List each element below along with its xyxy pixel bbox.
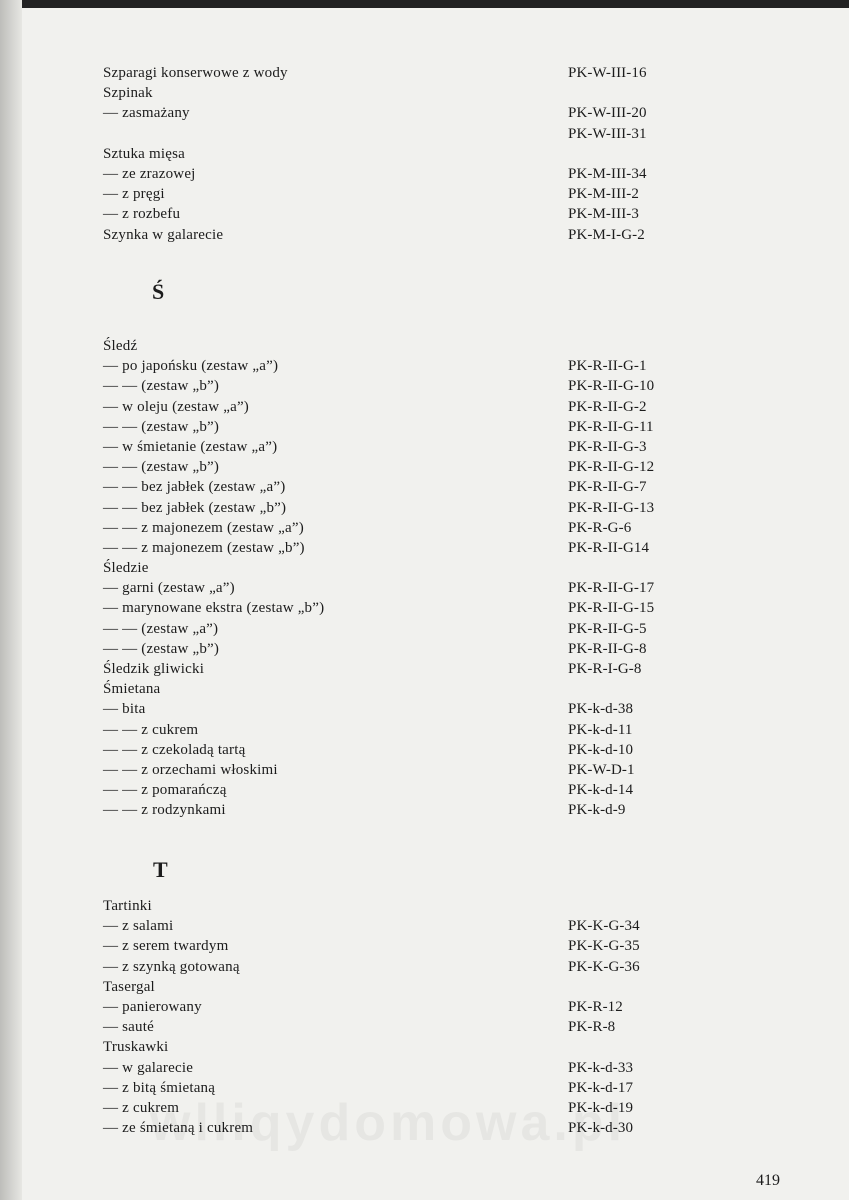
entry-code: PK-R-8 <box>568 1019 616 1036</box>
watermark <box>150 1093 626 1153</box>
entry-code: PK-R-II-G-7 <box>568 479 647 496</box>
index-entry <box>103 437 723 457</box>
index-entry <box>103 997 723 1017</box>
index-entry <box>103 538 723 558</box>
entry-name: — garni (zestaw „a”) <box>103 580 235 597</box>
entry-code: PK-R-II-G-13 <box>568 499 655 516</box>
index-entry <box>103 578 723 598</box>
entry-name: — — (zestaw „b”) <box>103 378 220 395</box>
entry-name: — z szynką gotowaną <box>103 958 240 975</box>
page-number: 419 <box>756 1172 780 1189</box>
entry-name: Szynka w galarecie <box>103 226 224 243</box>
entry-name: Truskawki <box>103 1039 169 1056</box>
index-entry <box>103 417 723 437</box>
index-entry <box>103 936 723 956</box>
index-entry <box>103 558 723 578</box>
entry-code: PK-M-III-34 <box>568 165 647 182</box>
entry-code: PK-M-III-2 <box>568 186 639 203</box>
entry-name: Tartinki <box>103 898 152 914</box>
entry-code: PK-W-III-20 <box>568 105 647 122</box>
entry-code: PK-K-G-36 <box>568 958 640 975</box>
entry-code: PK-W-III-31 <box>568 125 647 142</box>
entry-code: PK-R-II-G-3 <box>568 438 647 455</box>
entry-code: PK-R-12 <box>568 998 623 1015</box>
entry-name: — — (zestaw „b”) <box>103 459 220 476</box>
entry-code: PK-k-d-11 <box>568 721 633 738</box>
index-entry <box>103 356 723 376</box>
entry-code: PK-R-II-G-8 <box>568 640 647 657</box>
entry-code: PK-W-D-1 <box>568 761 635 778</box>
entry-name: — sauté <box>103 1019 154 1036</box>
entry-code: PK-R-II-G-2 <box>568 398 647 415</box>
entry-code: PK-W-III-16 <box>568 65 647 81</box>
entry-code: PK-k-d-10 <box>568 741 634 758</box>
entry-name: — — z orzechami włoskimi <box>103 761 278 778</box>
entry-name: Tasergal <box>103 978 155 995</box>
entry-name: — zasmażany <box>103 105 190 122</box>
index-entry <box>103 740 723 760</box>
index-entry <box>103 639 723 659</box>
index-entry <box>103 225 723 245</box>
entry-name: — w śmietanie (zestaw „a”) <box>103 438 278 455</box>
entry-name: Śledzik gliwicki <box>103 661 205 677</box>
entry-name: Szparagi konserwowe z wody <box>103 65 288 81</box>
index-entry <box>103 204 723 224</box>
entry-code: PK-k-d-9 <box>568 802 626 819</box>
entry-name: — ze zrazowej <box>103 165 196 182</box>
entry-name: — — (zestaw „a”) <box>103 620 219 637</box>
index-entry <box>103 397 723 417</box>
entry-code: PK-R-II-G14 <box>568 539 650 556</box>
entry-name: — z serem twardym <box>103 938 229 955</box>
entry-code: PK-k-d-30 <box>568 1120 634 1137</box>
index-entry <box>103 977 723 997</box>
entry-name: — bita <box>103 701 146 718</box>
entry-name: Śmietana <box>103 681 161 698</box>
index-entry <box>103 760 723 780</box>
entry-name: — — bez jabłek (zestaw „a”) <box>103 479 286 496</box>
index-entry <box>103 1058 723 1078</box>
entry-code: PK-M-I-G-2 <box>568 226 645 243</box>
index-entry <box>103 518 723 538</box>
scan-top-edge <box>0 0 849 8</box>
entry-name: — — z majonezem (zestaw „a”) <box>103 519 304 536</box>
entry-name: — z cukrem <box>103 1099 180 1116</box>
index-entry <box>103 498 723 518</box>
entry-name: — z rozbefu <box>103 206 181 223</box>
entry-code: PK-k-d-14 <box>568 782 634 799</box>
entry-code: PK-k-d-33 <box>568 1059 634 1076</box>
entry-name: — z pręgi <box>103 186 165 203</box>
entry-name: — z bitą śmietaną <box>103 1079 216 1096</box>
section-letter-s-acute: Ś <box>152 279 165 304</box>
entry-code: PK-R-II-G-12 <box>568 459 655 476</box>
entry-name: — w galarecie <box>103 1059 194 1076</box>
index-entry <box>103 800 723 820</box>
index-entry <box>103 720 723 740</box>
entry-name: — — z czekoladą tartą <box>103 741 246 758</box>
index-entry <box>103 957 723 977</box>
entry-code: PK-R-G-6 <box>568 519 632 536</box>
entry-code: PK-K-G-34 <box>568 918 640 935</box>
index-entry <box>103 164 723 184</box>
index-section-s-acute <box>103 336 723 821</box>
entry-code: PK-R-II-G-17 <box>568 580 655 597</box>
index-entry <box>103 679 723 699</box>
entry-code: PK-k-d-38 <box>568 701 634 718</box>
entry-name: Sztuka mięsa <box>103 145 185 162</box>
index-entry <box>103 619 723 639</box>
entry-code: PK-R-II-G-5 <box>568 620 647 637</box>
entry-name: — panierowany <box>103 998 202 1015</box>
index-entry <box>103 598 723 618</box>
entry-name: — — (zestaw „b”) <box>103 418 220 435</box>
entry-name: — — z majonezem (zestaw „b”) <box>103 539 305 556</box>
entry-code: PK-M-III-3 <box>568 206 639 223</box>
index-entry <box>103 103 723 123</box>
index-entry <box>103 1037 723 1057</box>
index-entry <box>103 336 723 356</box>
entry-name: — — (zestaw „b”) <box>103 640 220 657</box>
index-entry <box>103 124 723 144</box>
entry-code: PK-R-II-G-1 <box>568 358 647 375</box>
index-entry <box>103 457 723 477</box>
entry-name: — z salami <box>103 918 174 935</box>
entry-code: PK-k-d-19 <box>568 1099 634 1116</box>
entry-name: — po japońsku (zestaw „a”) <box>103 358 279 375</box>
entry-name: Śledzie <box>103 560 149 577</box>
index-entry <box>103 477 723 497</box>
entry-code: PK-K-G-35 <box>568 938 640 955</box>
entry-name: — — z pomarańczą <box>103 782 227 799</box>
entry-code: PK-k-d-17 <box>568 1079 634 1096</box>
entry-code: PK-R-II-G-10 <box>568 378 655 395</box>
entry-code: PK-R-I-G-8 <box>568 661 642 677</box>
entry-name: — — z cukrem <box>103 721 199 738</box>
index-entry <box>103 916 723 936</box>
entry-name: Szpinak <box>103 85 153 102</box>
index-entry <box>103 896 723 916</box>
index-entry <box>103 376 723 396</box>
index-entry <box>103 144 723 164</box>
index-entry <box>103 83 723 103</box>
index-entry <box>103 699 723 719</box>
entry-code: PK-R-II-G-15 <box>568 600 655 617</box>
entry-code: PK-R-II-G-11 <box>568 418 654 435</box>
entry-name: — ze śmietaną i cukrem <box>103 1120 254 1137</box>
entry-name: — w oleju (zestaw „a”) <box>103 398 249 415</box>
entry-name: — — bez jabłek (zestaw „b”) <box>103 499 287 516</box>
index-section-sz <box>103 63 723 245</box>
book-spine-shadow <box>0 0 22 1200</box>
section-letter-t: T <box>153 857 168 882</box>
index-entry <box>103 184 723 204</box>
entry-name: — — z rodzynkami <box>103 802 226 819</box>
entry-name: Śledź <box>103 338 138 354</box>
index-entry <box>103 780 723 800</box>
entry-name: — marynowane ekstra (zestaw „b”) <box>103 600 325 617</box>
index-entry <box>103 659 723 679</box>
index-entry <box>103 1017 723 1037</box>
index-entry <box>103 63 723 83</box>
